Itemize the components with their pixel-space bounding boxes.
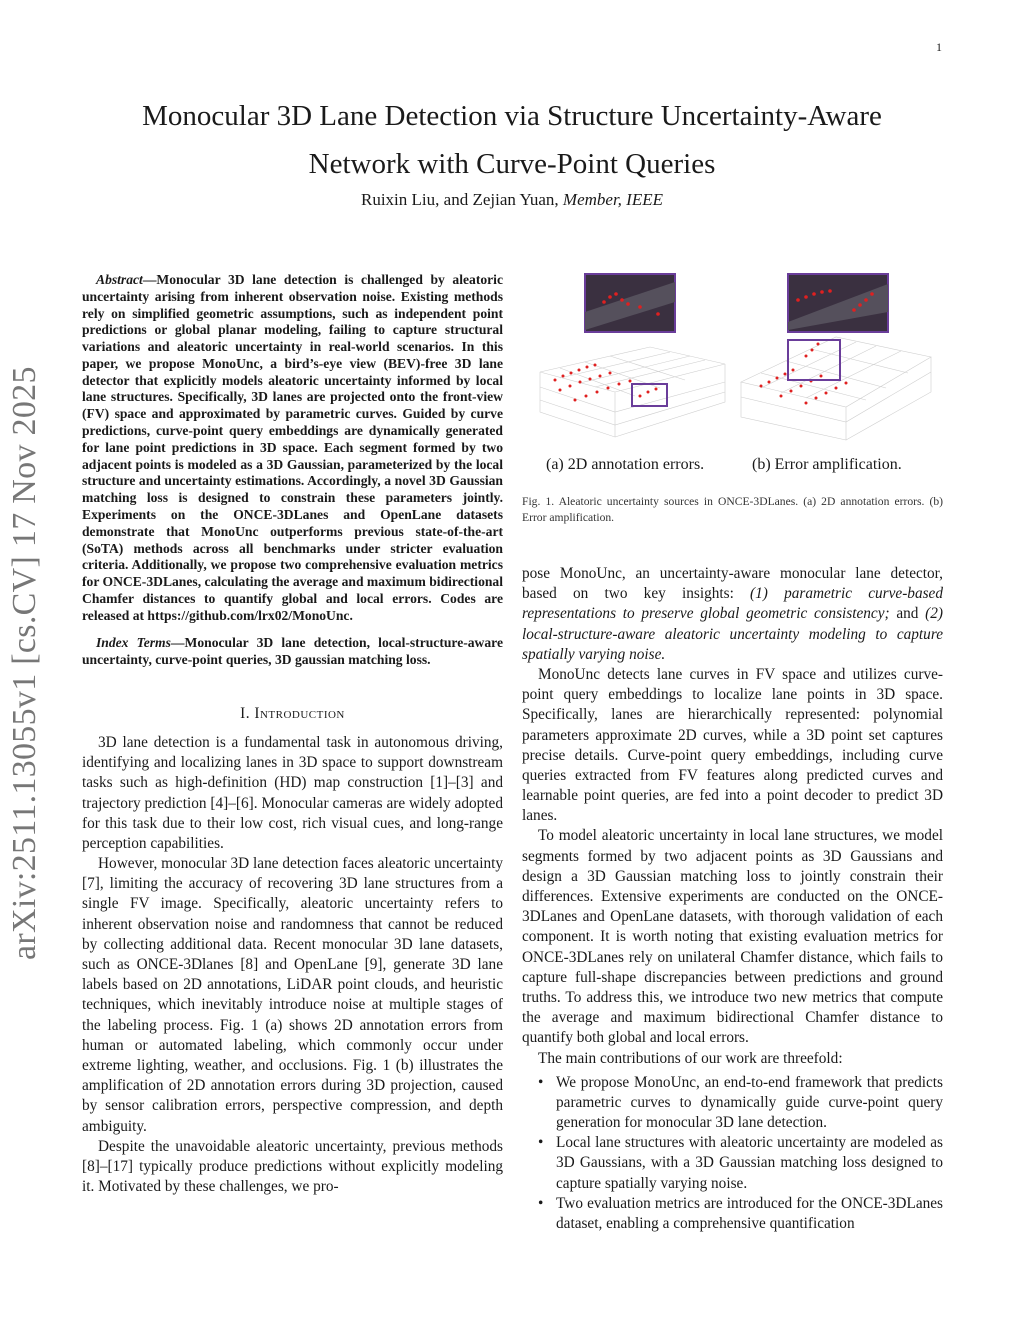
p1-start: pose MonoUnc, an uncertainty-aware monocular lane detector, based on two key insights: [522,565,943,603]
intro-paragraph-3: Despite the unavoidable aleatoric uncertainty, previous methods [8]–[17] typically produce predictions without explicitly modeling it. Motivated by these challenges, we pro- [82,1137,503,1196]
left-column [82,272,503,1197]
p1-and: and [889,605,926,623]
contribution-text: Local lane structures with aleatoric uncertainty are modeled as 3D Gaussians, with a 3D Gaussian matching loss designed to capture spatially varying noise. [556,1134,943,1192]
contribution-text: Two evaluation metrics are introduced for the ONCE-3DLanes dataset, enabling a comprehensive quantification [556,1194,943,1232]
right-column [522,564,943,1234]
subfigure-a [530,272,730,462]
highlight-box-b [788,340,840,380]
paper-title [100,92,924,188]
intro-paragraph-2: However, monocular 3D lane detection faces aleatoric uncertainty [7], limiting the accuracy of recovering 3D lane structures from a single FV image. Specifically, aleatoric uncertainty refers to inherent observation noise and randomness that cannot be reduced by collecting additional data. Recent monocular 3D lane datasets, such as ONCE-3Dlanes [8] and OpenLane [9], generate 3D lane labels based on 2D annotations, LiDAR point clouds, and heuristic techniques, which inevitably introduce noise at multiple stages of the labeling process. Fig. 1 (a) shows 2D annotation errors from human or automated labeling, which commonly occur under extreme lighting, weather, and occlusions. Fig. 1 (b) illustrates the amplification of 2D annotation errors during 3D projection, caused by sensor calibration errors, perspective compression, and depth ambiguity. [82,855,503,1135]
contribution-item [522,1133,943,1194]
arxiv-identifier: arXiv:2511.13055v1 [cs.CV] 17 Nov 2025 [6,366,43,960]
contribution-item [522,1073,943,1134]
abstract-text: —Monocular 3D lane detection is challenged by aleatoric uncertainty arising from inherent observation noise. Existing methods rely on simplified geometric assumptions, such as independent point predictions or global planar modeling, failing to capture structural variations and aleatoric uncertainty in real-world scenarios. In this paper, we propose MonoUnc, a bird’s-eye view (BEV)-free 3D lane detector that explicitly models aleatoric uncertainty informed by local lane structures. Specifically, 3D lanes are projected onto the front-view (FV) space and approximated by parametric curves. Guided by curve predictions, curve-point query embeddings are dynamically generated for lane point predictions in 3D space. Each segment formed by two adjacent points is modeled as a 3D Gaussian, parameterized by the local structure and uncertainty estimations. Accordingly, a novel 3D Gaussian matching loss is designed to constrain these parameters jointly. Experiments on the ONCE-3DLanes and OpenLane datasets demonstrate that MonoUnc outperforms previous state-of-the-art (SoTA) methods across all benchmarks under stricter evaluation criteria. Additionally, we propose two comprehensive evaluation metrics for ONCE-3DLanes, calculating the average and maximum bidirectional Chamfer distances to quantify global and local errors. Codes are released at https://github.com/lrx02/MonoUnc. [82,272,503,623]
section-numeral: I. [240,704,251,722]
bullet-icon: • [538,1073,544,1091]
subfigure-a-plot [530,272,730,442]
bullet-icon: • [538,1194,544,1212]
section-heading-introduction [82,705,503,723]
bullet-icon: • [538,1134,544,1152]
index-terms [82,635,503,669]
author-line [100,190,924,210]
title-line-2: Network with Curve-Point Queries [308,148,716,181]
subcaption-b: (b) Error amplification. [752,456,902,473]
section-title: Introduction [254,704,345,722]
index-terms-text: —Monocular 3D lane detection, local-structure-aware uncertainty, curve-point queries, 3D gaussian matching loss. [82,635,503,668]
author-membership: Member, IEEE [562,190,663,209]
contribution-text: We propose MonoUnc, an end-to-end framework that predicts parametric curves to dynamically guide curve-point query generation for monocular 3D lane detection. [556,1073,943,1132]
contributions-list [522,1073,943,1235]
page-number: 1 [936,40,942,54]
abstract-label: Abstract [96,272,143,287]
author-names: Ruixin Liu, and Zejian Yuan, [361,190,559,209]
figure-caption: Fig. 1. Aleatoric uncertainty sources in ONCE-3DLanes. (a) 2D annotation errors. (b) Error amplification. [522,495,943,525]
subfigure-b [736,272,936,462]
right-paragraph-1 [522,564,943,665]
abstract [82,272,503,624]
index-terms-label: Index Terms [96,635,171,651]
figure-1 [522,272,943,532]
intro-paragraph-1: 3D lane detection is a fundamental task in autonomous driving, identifying and localizing lanes in 3D space to support downstream tasks such as high-definition (HD) map construction [1]–[3] and trajectory prediction [4]–[6]. Monocular cameras are widely adopted for this task due to their low cost, rich visual cues, and long-range perception capabilities. [82,733,503,852]
subfigure-b-plot [736,272,936,442]
title-line-1: Monocular 3D Lane Detection via Structure Uncertainty-Aware [142,100,882,132]
right-paragraph-4: The main contributions of our work are threefold: [538,1049,843,1067]
insight-2: (2) local-structure-aware aleatoric uncertainty modeling to capture spatially varying noise. [522,605,943,663]
insight-1: (1) parametric curve-based representations to preserve global geometric consistency; [522,585,943,623]
right-paragraph-2: MonoUnc detects lane curves in FV space and utilizes curve-point query embeddings to localize lane points in 3D space. Specifically, lanes are hierarchically represented: polynomial parameters approximate 2D curves, while a 3D point set captures precise details. Curve-point query embeddings, including curve queries extracted from FV features along predicted curves and learnable point queries, are fed into a point decoder to predict 3D lanes. [522,665,943,825]
contribution-item [522,1194,943,1234]
right-paragraph-3: To model aleatoric uncertainty in local lane structures, we model segments formed by two adjacent points as 3D Gaussians and design a 3D Gaussian matching loss to jointly constrain their differences. Extensive experiments are conducted on the ONCE-3DLanes and OpenLane datasets, with thorough validation of each component. It is worth noting that existing evaluation metrics for ONCE-3DLanes rely on unilateral Chamfer distance, which fails to capture full-shape discrepancies between predictions and ground truths. To address this, we introduce two new metrics that compute the average and maximum bidirectional Chamfer distance to quantify both global and local errors. [522,827,943,1047]
subcaption-a: (a) 2D annotation errors. [546,456,705,473]
